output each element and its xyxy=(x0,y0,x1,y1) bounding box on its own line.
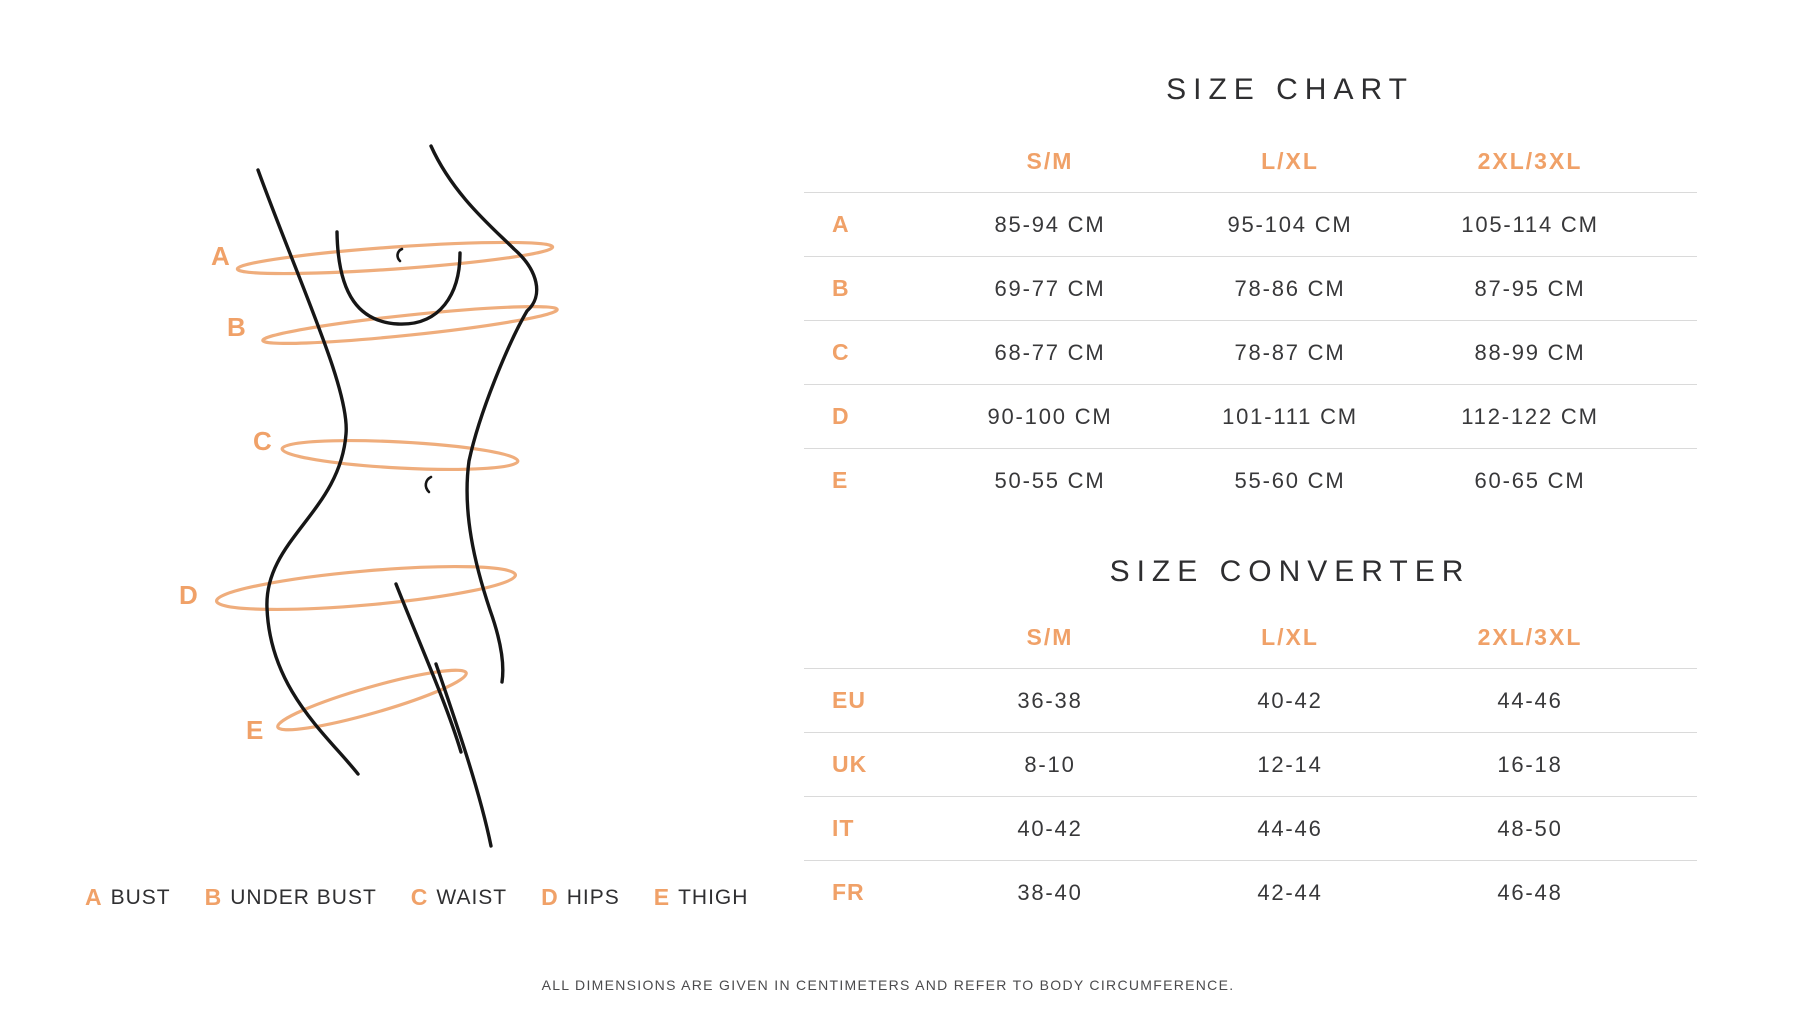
legend-label: WAIST xyxy=(436,886,508,909)
table-row xyxy=(804,384,1697,448)
row-label: UK xyxy=(832,751,868,777)
cell-value: 87-95 CM xyxy=(1474,275,1586,301)
cell-value: 48-50 xyxy=(1497,815,1563,841)
legend-letter: A xyxy=(85,884,102,910)
legend-letter: B xyxy=(204,884,222,910)
size-converter-table xyxy=(804,606,1697,924)
row-label: C xyxy=(832,339,850,365)
legend-item-hips xyxy=(541,886,620,909)
row-label: B xyxy=(832,275,850,301)
cell-value: 88-99 CM xyxy=(1474,339,1586,365)
cell-value: 55-60 CM xyxy=(1234,467,1346,493)
waist-measurement-ellipse xyxy=(281,436,518,474)
table-row xyxy=(804,192,1697,256)
cell-value: 46-48 xyxy=(1497,879,1563,905)
legend-label: THIGH xyxy=(678,886,749,909)
table-row xyxy=(804,320,1697,384)
cell-value: 112-122 CM xyxy=(1461,403,1599,429)
marker-under-bust: B xyxy=(227,312,246,342)
column-header-lxl: L/XL xyxy=(1261,147,1319,174)
cell-value: 42-44 xyxy=(1257,879,1323,905)
cell-value: 16-18 xyxy=(1497,751,1563,777)
legend-letter: E xyxy=(653,884,670,910)
cell-value: 38-40 xyxy=(1017,879,1083,905)
row-label: IT xyxy=(832,815,855,841)
cell-value: 95-104 CM xyxy=(1227,211,1353,237)
legend-letter: C xyxy=(410,884,428,910)
cell-value: 50-55 CM xyxy=(994,467,1106,493)
dimensions-note: ALL DIMENSIONS ARE GIVEN IN CENTIMETERS AND REFER TO BODY CIRCUMFERENCE. xyxy=(541,977,1235,993)
size-converter-title: SIZE CONVERTER xyxy=(1109,555,1471,588)
cell-value: 78-87 CM xyxy=(1234,339,1346,365)
cell-value: 69-77 CM xyxy=(994,275,1106,301)
legend-item-thigh xyxy=(654,886,749,909)
cell-value: 44-46 xyxy=(1497,687,1563,713)
legend-label: HIPS xyxy=(566,886,620,909)
column-header-2xl3xl: 2XL/3XL xyxy=(1477,147,1583,174)
cell-value: 40-42 xyxy=(1257,687,1323,713)
legend-item-waist xyxy=(411,886,507,909)
table-row xyxy=(804,860,1697,924)
size-converter-header-row xyxy=(804,606,1697,668)
size-chart-header-row xyxy=(804,130,1697,192)
table-row xyxy=(804,256,1697,320)
table-row xyxy=(804,668,1697,732)
legend-item-under-bust xyxy=(205,886,377,909)
body-outline xyxy=(258,146,537,846)
cell-value: 8-10 xyxy=(1024,751,1076,777)
column-header-sm: S/M xyxy=(1026,147,1074,174)
row-label: EU xyxy=(832,687,866,713)
size-chart-title: SIZE CHART xyxy=(1166,73,1414,106)
row-label: D xyxy=(832,403,850,429)
cell-value: 68-77 CM xyxy=(994,339,1106,365)
column-header-lxl: L/XL xyxy=(1261,623,1319,650)
legend-label: UNDER BUST xyxy=(230,886,377,909)
table-row xyxy=(804,732,1697,796)
cell-value: 40-42 xyxy=(1017,815,1083,841)
table-row xyxy=(804,796,1697,860)
cell-value: 60-65 CM xyxy=(1474,467,1586,493)
legend-label: BUST xyxy=(110,886,171,909)
cell-value: 90-100 CM xyxy=(987,403,1113,429)
marker-waist: C xyxy=(253,426,272,456)
table-row xyxy=(804,448,1697,512)
row-label: FR xyxy=(832,879,865,905)
cell-value: 101-111 CM xyxy=(1222,403,1358,429)
body-silhouette-illustration xyxy=(150,100,710,860)
marker-hips: D xyxy=(179,580,198,610)
row-label: A xyxy=(832,211,850,237)
hips-measurement-ellipse xyxy=(215,558,517,618)
cell-value: 36-38 xyxy=(1017,687,1083,713)
row-label: E xyxy=(832,467,849,493)
cell-value: 78-86 CM xyxy=(1234,275,1346,301)
size-chart-table xyxy=(804,130,1697,512)
column-header-sm: S/M xyxy=(1026,623,1074,650)
cell-value: 85-94 CM xyxy=(994,211,1106,237)
column-header-2xl3xl: 2XL/3XL xyxy=(1477,623,1583,650)
marker-bust: A xyxy=(211,241,230,271)
marker-thigh: E xyxy=(246,715,264,745)
measurement-legend xyxy=(85,886,748,909)
legend-item-bust xyxy=(85,886,171,909)
cell-value: 105-114 CM xyxy=(1461,211,1599,237)
cell-value: 12-14 xyxy=(1257,751,1323,777)
legend-letter: D xyxy=(541,884,558,910)
cell-value: 44-46 xyxy=(1257,815,1323,841)
